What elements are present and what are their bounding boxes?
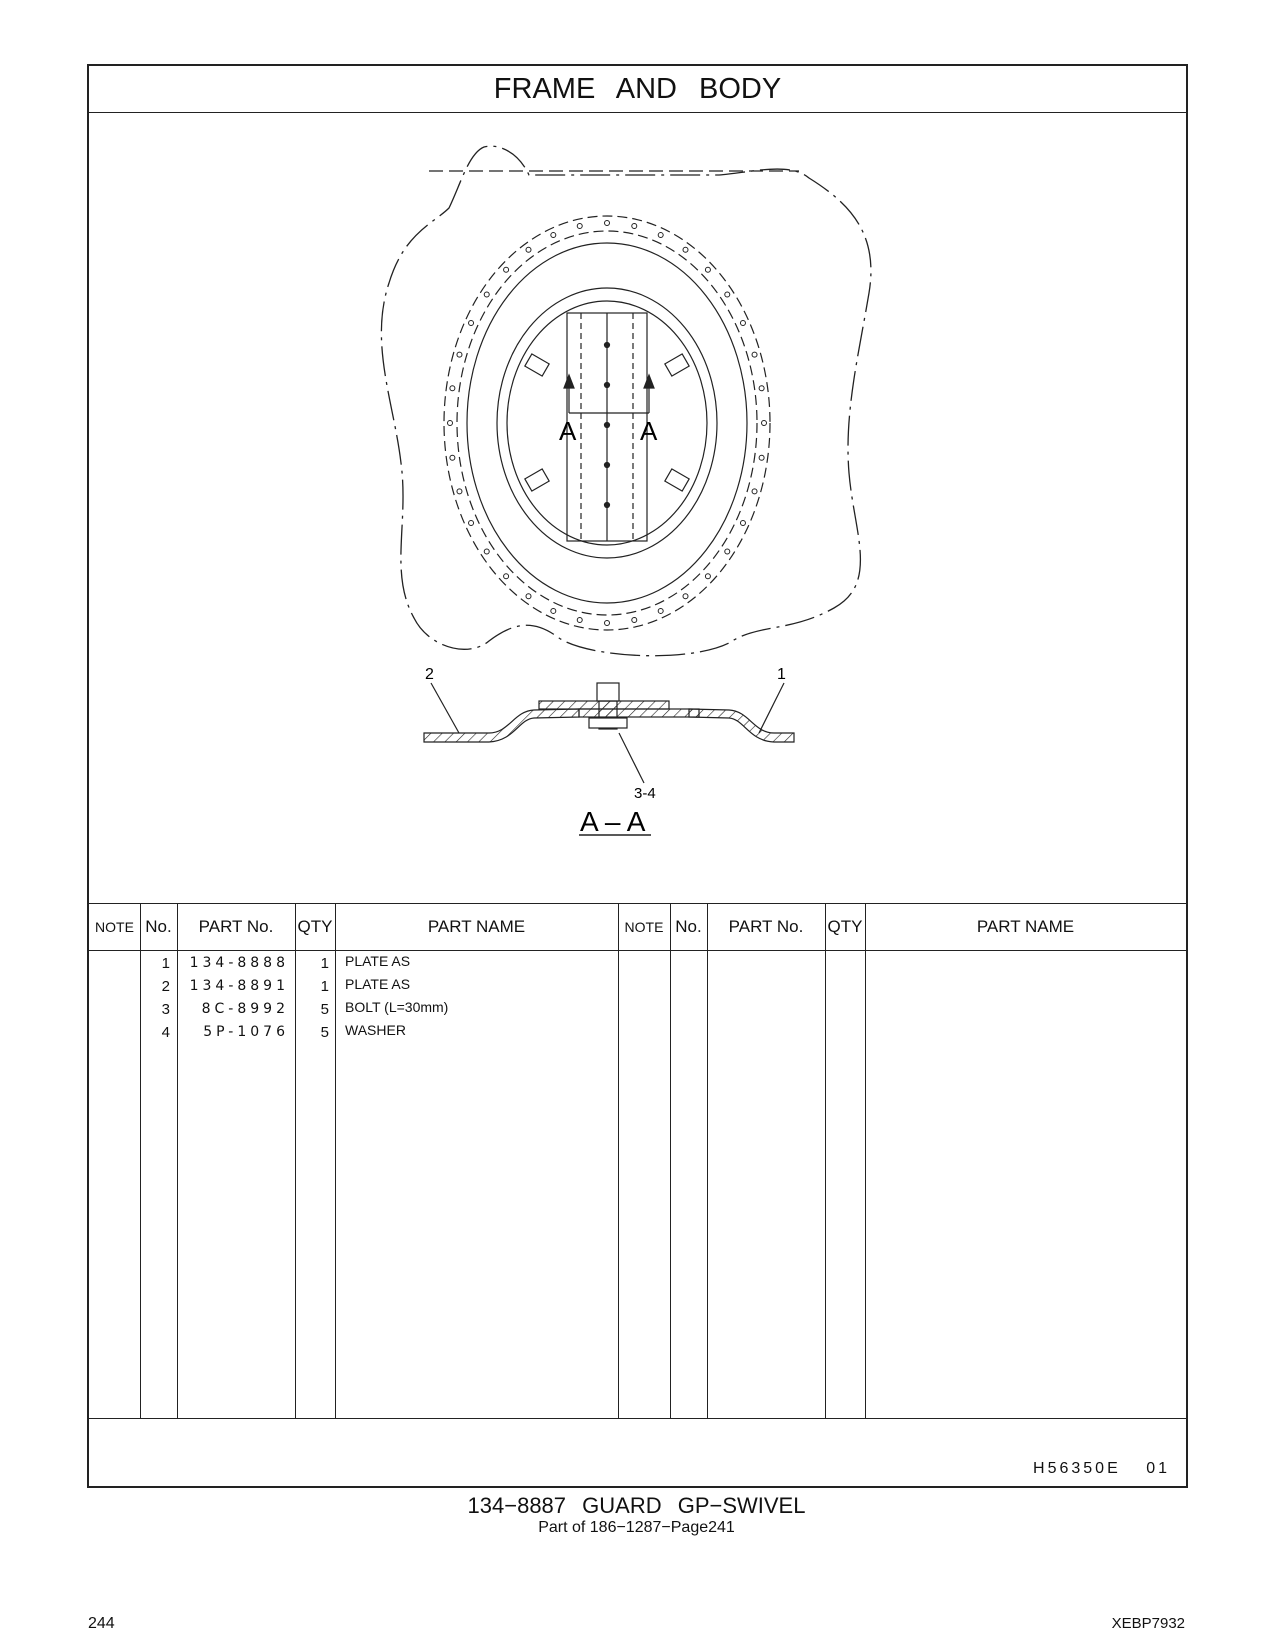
row-no: 4 <box>161 1024 170 1041</box>
row-part-no: 134-8891 <box>189 978 289 994</box>
bolt-hole <box>605 221 610 226</box>
bolt-hole <box>450 455 455 460</box>
header-qty-2: QTY <box>827 917 863 936</box>
header-part-no-2: PART No. <box>728 917 804 936</box>
bolt-hole <box>605 621 610 626</box>
section-mark-right: A <box>640 416 658 446</box>
row-qty: 5 <box>320 1001 329 1018</box>
header-part-name: PART NAME <box>427 917 526 936</box>
bolt-hole <box>577 617 582 622</box>
bolt-hole <box>551 233 556 238</box>
document-id: XEBP7932 <box>1111 1615 1185 1632</box>
bolt-hole <box>658 608 663 613</box>
row-qty: 1 <box>320 955 329 972</box>
bolt-hole <box>740 321 745 326</box>
row-no: 2 <box>161 978 170 995</box>
header-note-2: NOTE <box>624 919 664 935</box>
bolt-hole <box>457 352 462 357</box>
row-part-no: 8C-8992 <box>201 1001 289 1017</box>
assembly-subtitle: Part of 186−1287−Page241 <box>538 1519 735 1536</box>
bolt-hole <box>448 421 453 426</box>
bolt-hole <box>484 292 489 297</box>
bolt-hole <box>740 521 745 526</box>
bolt-hole <box>705 267 710 272</box>
parts-page-frame <box>87 64 1188 1488</box>
bolt-hole <box>725 549 730 554</box>
row-part-name: BOLT (L=30mm) <box>345 999 449 1015</box>
drawing-code: H56350E 01 <box>1033 1460 1170 1477</box>
bolt-hole <box>526 247 531 252</box>
bolt-hole <box>526 594 531 599</box>
bolt-hole <box>450 386 455 391</box>
callout-1: 1 <box>777 666 786 683</box>
bolt-hole <box>551 608 556 613</box>
bolt-hole <box>759 455 764 460</box>
header-no-2: No. <box>675 917 702 936</box>
header-qty: QTY <box>297 917 333 936</box>
callout-3-4: 3-4 <box>634 785 656 802</box>
row-no: 1 <box>161 955 170 972</box>
callout-2: 2 <box>425 666 434 683</box>
assembly-title: 134−8887 GUARD GP−SWIVEL <box>467 1493 806 1518</box>
section-title: FRAME AND BODY <box>89 66 1186 113</box>
bolt-hole <box>683 247 688 252</box>
bolt-hole <box>504 574 509 579</box>
bolt-hole <box>762 421 767 426</box>
row-no: 3 <box>161 1001 170 1018</box>
parts-table <box>89 903 1186 1419</box>
bolt-hole <box>457 489 462 494</box>
header-note: NOTE <box>95 919 134 935</box>
bolt-hole <box>504 267 509 272</box>
bolt-hole <box>752 352 757 357</box>
bolt-hole <box>469 321 474 326</box>
page-number: 244 <box>88 1615 115 1632</box>
section-mark-left: A <box>559 416 577 446</box>
header-no: No. <box>145 917 172 936</box>
row-part-name: PLATE AS <box>345 976 411 992</box>
bolt-hole <box>484 549 489 554</box>
row-qty: 1 <box>320 978 329 995</box>
bolt-hole <box>752 489 757 494</box>
exploded-view-svg <box>89 113 1186 903</box>
bolt-hole <box>632 617 637 622</box>
bolt-hole <box>469 521 474 526</box>
bolt-hole <box>658 233 663 238</box>
center-bar <box>525 313 689 541</box>
section-label: A – A <box>580 806 646 837</box>
plate-outline <box>381 146 871 656</box>
row-part-name: PLATE AS <box>345 953 411 969</box>
bolt-hole <box>705 574 710 579</box>
row-part-no: 134-8888 <box>189 955 289 971</box>
bolt-hole <box>725 292 730 297</box>
bolt-hole <box>577 224 582 229</box>
header-part-no: PART No. <box>198 917 274 936</box>
bolt-hole <box>632 224 637 229</box>
row-qty: 5 <box>320 1024 329 1041</box>
row-part-no: 5P-1076 <box>203 1024 289 1040</box>
row-part-name: WASHER <box>345 1022 406 1038</box>
bolt-hole <box>759 386 764 391</box>
bolt-hole <box>683 594 688 599</box>
parts-drawing <box>89 113 1186 903</box>
header-part-name-2: PART NAME <box>976 917 1075 936</box>
